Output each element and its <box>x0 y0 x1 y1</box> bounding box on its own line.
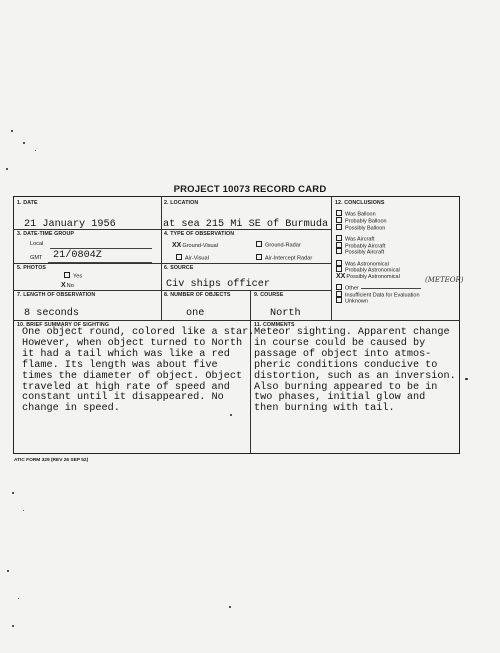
checkbox <box>64 272 70 278</box>
source-value: Civ ships officer <box>166 279 270 290</box>
summary-label: 10. BRIEF SUMMARY OF SIGHTING <box>17 322 110 328</box>
checkbox <box>336 242 342 248</box>
local-label: Local <box>30 241 44 247</box>
checkbox <box>336 266 342 272</box>
scan-speck <box>6 168 8 170</box>
checkbox <box>256 241 262 247</box>
gmt-label: GMT <box>30 255 43 261</box>
gmt-underline <box>48 262 152 263</box>
conclusion-was-astronomical: Was Astronomical <box>336 261 421 268</box>
scan-speck <box>7 570 9 572</box>
checkbox <box>336 291 342 297</box>
scan-speck <box>23 142 25 144</box>
checkbox <box>176 254 182 260</box>
length-value: 8 seconds <box>24 308 80 319</box>
card-title: PROJECT 10073 RECORD CARD <box>173 184 327 195</box>
observation-ground-radar: Ground-Radar <box>256 242 301 248</box>
row-divider <box>13 263 331 264</box>
conclusion-probably-aircraft: Probably Aircraft <box>336 243 421 250</box>
conclusion-insufficient-data: Insufficient Data for Evaluation <box>336 292 421 299</box>
conclusion-probably-balloon: Probably Balloon <box>336 218 421 225</box>
check-mark: XX <box>172 242 182 249</box>
observation-air-visual: Air-Visual <box>176 255 209 261</box>
check-mark: XX <box>336 273 346 280</box>
local-underline <box>50 248 152 249</box>
column-divider <box>250 290 251 320</box>
conclusions-list <box>336 211 421 305</box>
scan-speck <box>18 598 19 599</box>
conclusion-possibly-balloon: Possibly Balloon <box>336 225 421 232</box>
num-objects-value: one <box>186 308 205 319</box>
location-label: 2. LOCATION <box>164 200 199 206</box>
row-divider <box>13 290 331 291</box>
comments-label: 11. COMMENTS <box>254 322 295 328</box>
checkbox <box>336 224 342 230</box>
checkbox <box>256 254 262 260</box>
source-label: 6. SOURCE <box>164 265 194 271</box>
column-divider <box>161 197 162 320</box>
conclusion-possibly-astronomical: XXPossibly Astronomical <box>336 273 400 280</box>
handwritten-note: (METEOR) <box>425 276 464 284</box>
course-label: 9. COURSE <box>254 292 284 298</box>
photos-yes: Yes <box>64 273 82 279</box>
scan-speck <box>229 606 231 608</box>
conclusion-unknown: Unknown <box>336 298 421 305</box>
scan-speck <box>35 150 36 151</box>
checkbox <box>336 248 342 254</box>
date-label: 1. DATE <box>17 200 38 206</box>
form-footer: ATIC FORM 329 (REV 26 SEP 52) <box>14 458 89 463</box>
checkbox <box>336 284 342 290</box>
date-value: 21 January 1956 <box>24 219 116 230</box>
checkbox <box>336 260 342 266</box>
checkbox <box>336 235 342 241</box>
check-mark: X <box>61 282 66 289</box>
gmt-value: 21/0804Z <box>53 250 102 261</box>
observation-type-label: 4. TYPE OF OBSERVATION <box>164 231 235 237</box>
conclusion-possibly-aircraft: Possibly Aircraft <box>336 249 421 256</box>
scan-speck <box>12 492 14 494</box>
conclusion-other: Other <box>336 285 421 292</box>
conclusion-was-aircraft: Was Aircraft <box>336 236 421 243</box>
scan-speck <box>465 378 468 380</box>
num-objects-label: 8. NUMBER OF OBJECTS <box>164 292 231 298</box>
row-divider <box>13 320 460 321</box>
photos-label: 5. PHOTOS <box>17 265 47 271</box>
observation-air-intercept-radar: Air-Intercept Radar <box>256 255 312 261</box>
conclusion-probably-astronomical: Probably Astronomical <box>336 267 421 274</box>
conclusion-was-balloon: Was Balloon <box>336 211 421 218</box>
course-value: North <box>270 308 301 319</box>
column-divider <box>331 197 332 320</box>
checkbox <box>336 210 342 216</box>
location-value: at sea 215 Mi SE of Burmuda <box>163 219 329 230</box>
checkbox <box>336 217 342 223</box>
scan-speck <box>23 510 24 511</box>
scan-speck <box>12 625 14 627</box>
conclusions-label: 12. CONCLUSIONS <box>335 200 385 206</box>
photos-no: XNo <box>61 282 74 289</box>
summary-text: One object round, colored like a star. However, when object turned to North it had a tail which was like a red flame. Its length was about five times the diameter of object. Object traveled at high rate of speed and constant until it disappeared. No change in speed. <box>22 327 255 415</box>
length-label: 7. LENGTH OF OBSERVATION <box>17 292 96 298</box>
datetime-label: 3. DATE-TIME GROUP <box>17 231 75 237</box>
checkbox <box>336 297 342 303</box>
observation-ground-visual: XXGround-Visual <box>172 242 218 249</box>
scan-speck <box>11 130 13 132</box>
comments-text: Meteor sighting. Apparent change in course could be caused by passage of object into atmos- pheric conditions conducive to distortion, such as an inversion. Also burning appeared to be in two phases, initial glow and then burning with tail. <box>254 327 456 415</box>
